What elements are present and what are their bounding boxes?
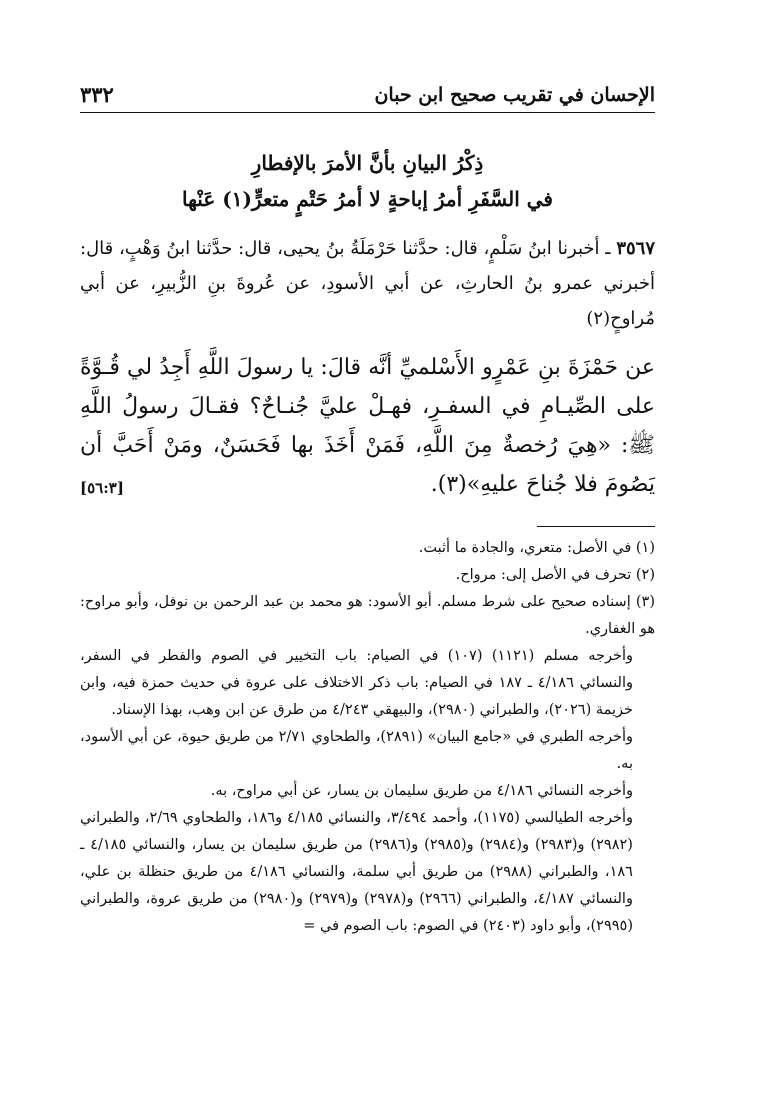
page-number: ٣٣٢ xyxy=(80,82,114,107)
footnote-paragraph: (١) في الأصل: متعري، والجادة ما أثبت. xyxy=(418,540,655,556)
running-title: الإحسان في تقريب صحيح ابن حبان xyxy=(374,84,655,106)
hadith-isnad xyxy=(80,231,655,336)
footnote-paragraph: (٢) تحرف في الأصل إلى: مرواح. xyxy=(455,567,655,583)
volume-reference: [٥٦:٣] xyxy=(80,479,124,497)
footnote-paragraph: وأخرجه الطبري في «جامع البيان» (٢٨٩١)، والطحاوي ٢/٧١ من طريق حيوة، عن أبي الأسود، به. xyxy=(80,729,633,772)
chapter-heading xyxy=(80,145,655,217)
chapter-heading-line-2: في السَّفَرِ أمرُ إباحةٍ لا أمرُ حَتْمٍ متعرٍّ(١) عَنْها xyxy=(181,187,553,211)
footnotes xyxy=(80,535,655,940)
running-header xyxy=(80,82,655,113)
isnad-text: ـ أخبرنا ابنُ سَلْمٍ، قال: حدَّثنا حَرْمَلَةُ بنُ يحيى، قال: حدَّثنا ابنُ وَهْبٍ، قال: أخبرني عمرو بنُ الحارثِ، عن أبي الأسودِ، عن عُروةَ بنِ الزُّبيرِ، عن أبي مُراوحٍ(٢) xyxy=(80,238,655,329)
hadith-matn xyxy=(80,348,655,504)
book-page xyxy=(80,82,655,1042)
chapter-heading-line-1: ذِكْرُ البيانِ بأنَّ الأمرَ بالإفطارِ xyxy=(251,151,484,175)
footnote-paragraph: (٣) إسناده صحيح على شرط مسلم. أبو الأسود: هو محمد بن عبد الرحمن بن نوفل، وأبو مراوح: هو الغفاري. xyxy=(80,594,655,637)
footnote-paragraph: وأخرجه الطيالسي (١١٧٥)، وأحمد ٣/٤٩٤، والنسائي ٤/١٨٥ و١٨٦، والطحاوي ٢/٦٩، والطبراني (٢٩٨٢) و(٢٩٨٣) و(٢٩٨٤) و(٢٩٨٥) و(٢٩٨٦) من طريق سليمان بن يسار، والنسائي ٤/١٨٥ ـ ١٨٦، والطبراني (٢٩٨٨) من طريق أبي سلمة، والنسائي ٤/١٨٦ من طريق حنظلة بن علي، والنسائي ٤/١٨٧، والطبراني (٢٩٦٦) و(٢٩٧٨) و(٢٩٧٩) و(٢٩٨٠) من طريق عروة، والطبراني (٢٩٩٥)، وأبو داود (٢٤٠٣) في الصوم: باب الصوم في = xyxy=(80,810,634,934)
matn-text: عن حَمْزَةَ بنِ عَمْرٍو الأَسْلميِّ أنَّه قالَ: يا رسولَ اللَّهِ أَجِدُ لي قُـوَّةً على الصِّيـامِ في السفـرِ، فهـلْ عليَّ جُنـاحٌ؟ فقـالَ رسولُ اللَّهِ ﷺ: «هِيَ رُخصةٌ مِنَ اللَّهِ، فَمَنْ أَخَذَ بها فَحَسَنٌ، ومَنْ أَحَبَّ أن يَصُومَ فلا جُناحَ عليهِ»(٣). xyxy=(80,355,655,497)
footnote-paragraph: وأخرجه مسلم (١١٢١) (١٠٧) في الصيام: باب التخيير في الصوم والفطر في السفر، والنسائي ٤/١٨٦ ـ ١٨٧ في الصيام: باب ذكر الاختلاف على عروة في حديث حمزة فيه، وابن خزيمة (٢٠٢٦)، والطبراني (٢٩٨٠)، والبيهقي ٤/٢٤٣ من طرق عن ابن وهب، بهذا الإسناد. xyxy=(80,648,633,718)
hadith-number: ٣٥٦٧ xyxy=(616,238,655,259)
footnote-paragraph: وأخرجه النسائي ٤/١٨٦ من طريق سليمان بن يسار، عن أبي مراوح، به. xyxy=(210,783,633,799)
footnote-rule xyxy=(537,526,655,527)
